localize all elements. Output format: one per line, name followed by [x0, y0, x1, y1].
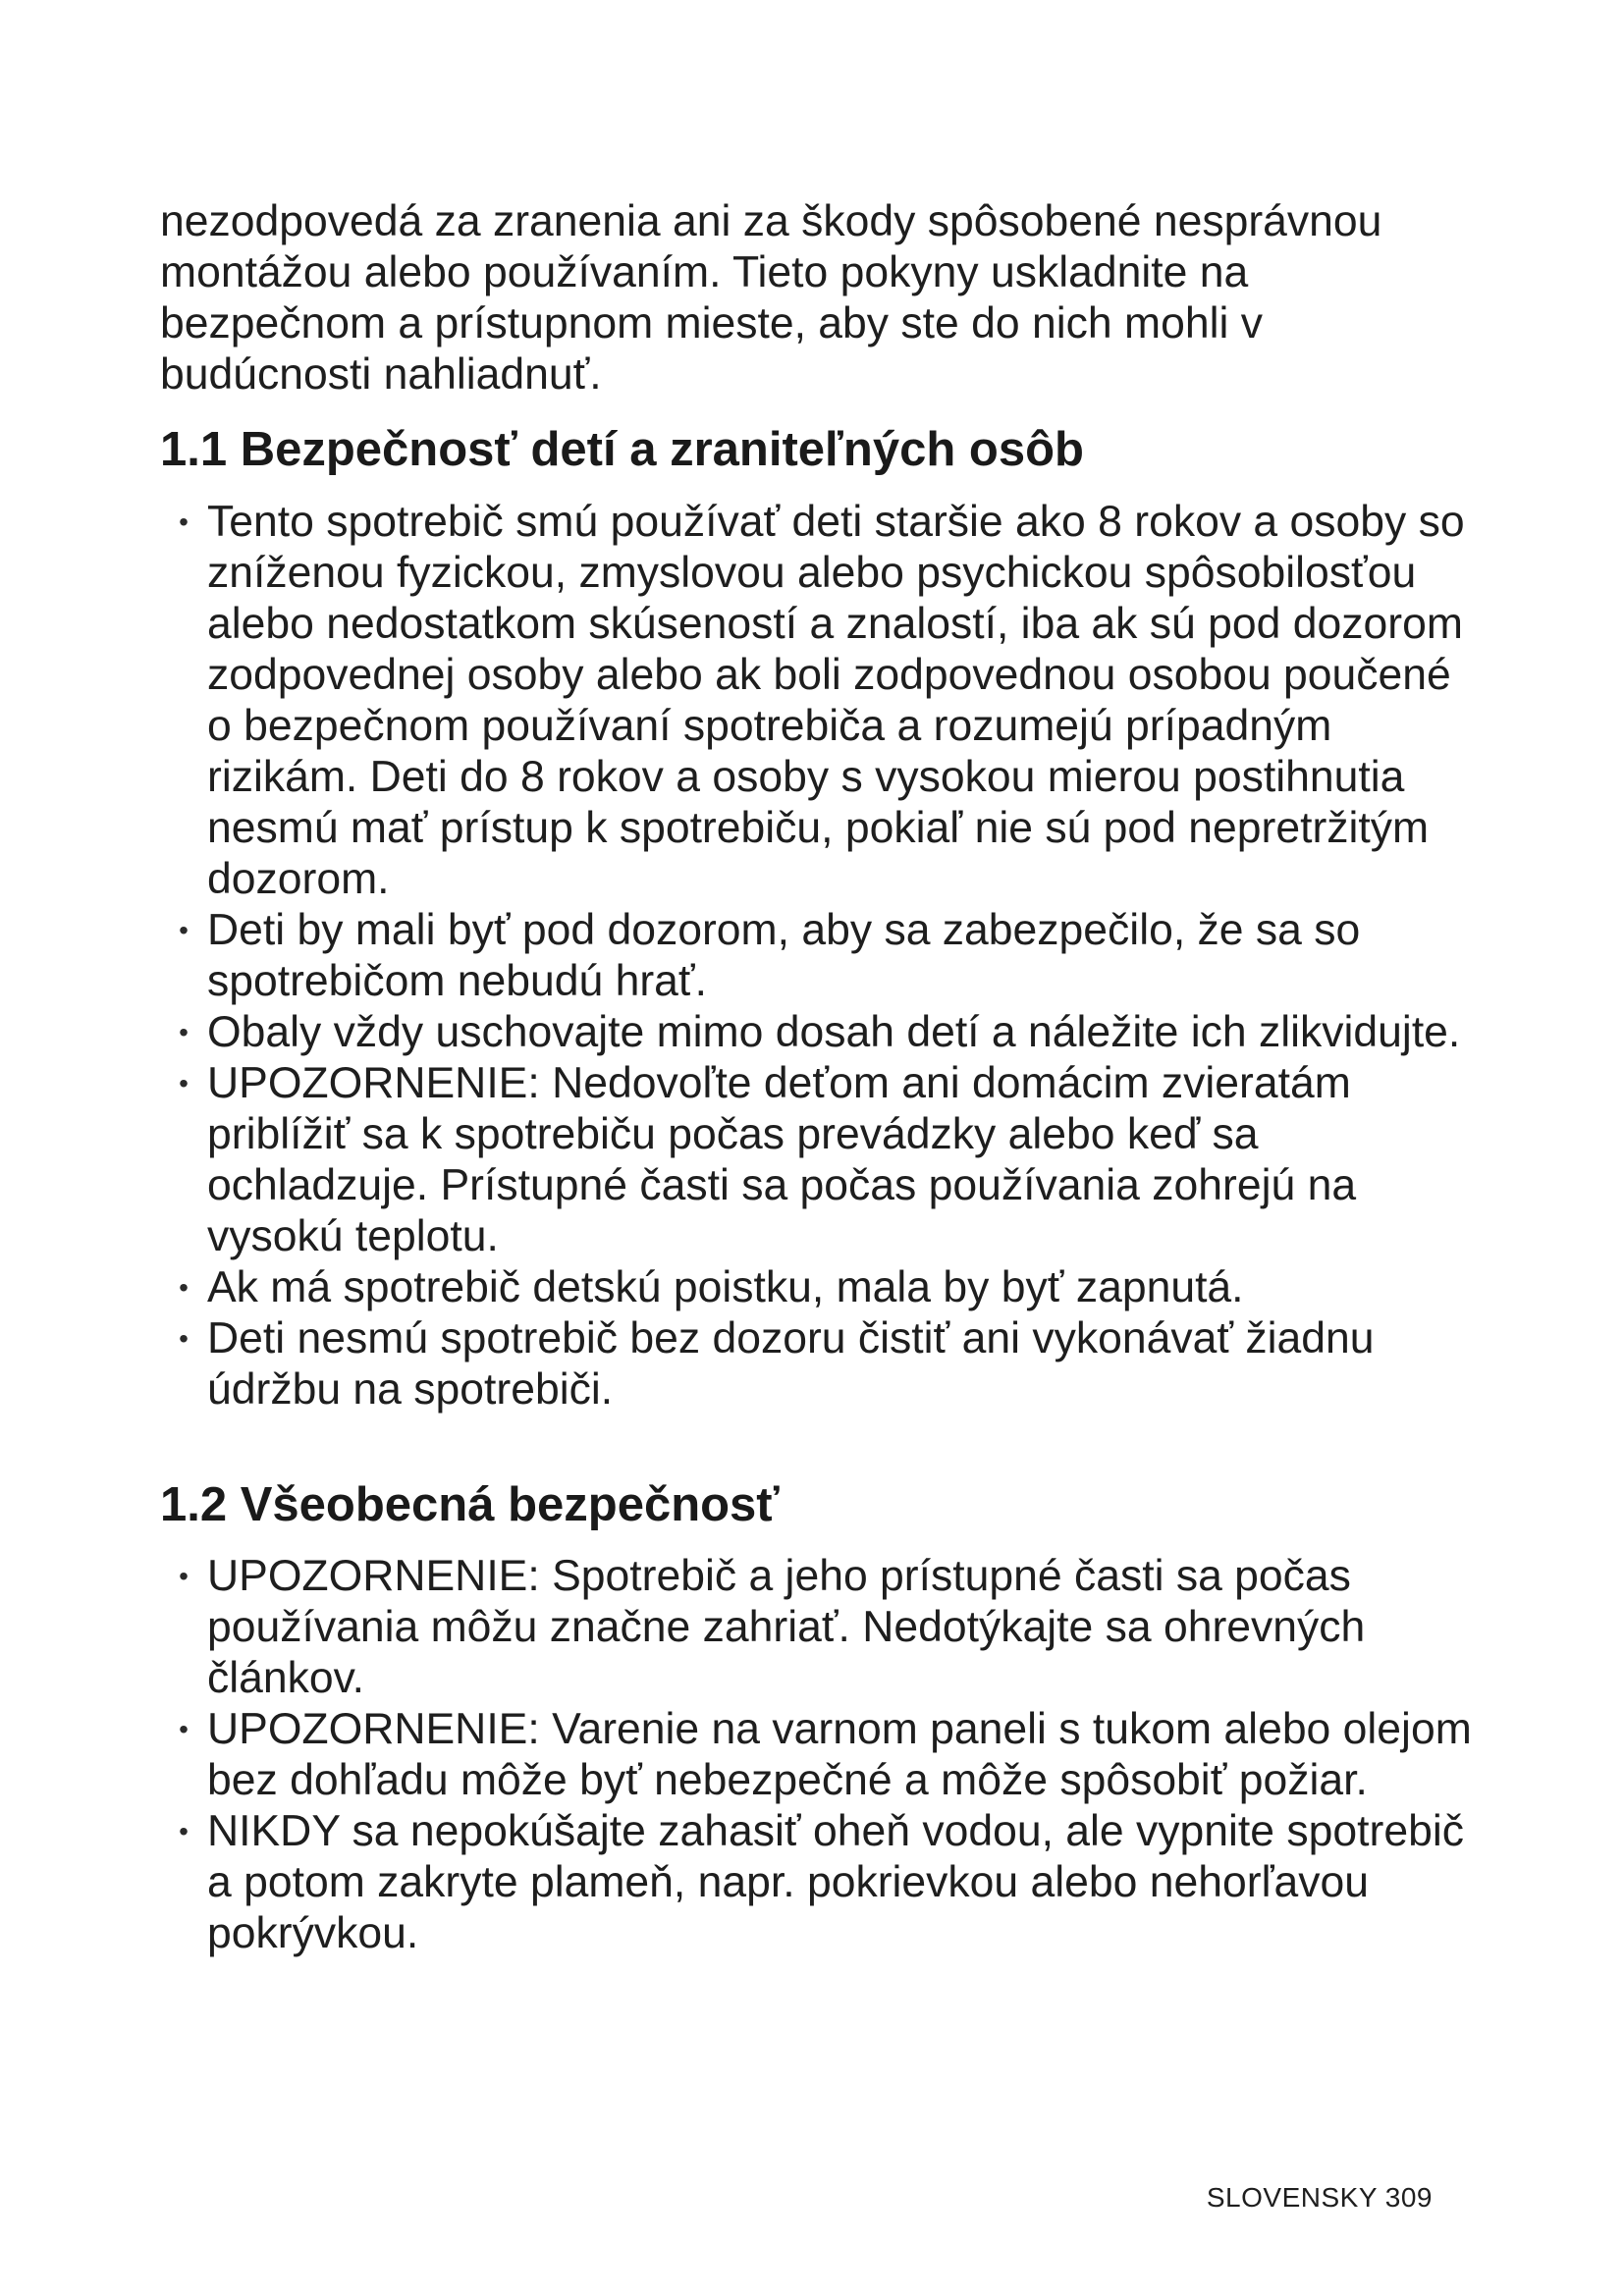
list-item-text: Ak má spotrebič detskú poistku, mala by byť zapnutá.	[207, 1263, 1244, 1311]
bullet-icon: •	[179, 1816, 189, 1846]
bullet-icon: •	[179, 1068, 189, 1098]
list-item	[160, 1007, 1476, 1058]
list-item	[160, 1058, 1476, 1262]
list-item-text: UPOZORNENIE: Nedovoľte deťom ani domácim zvieratám priblížiť sa k spotrebiču počas prevádzky alebo keď sa ochladzuje. Prístupné časti sa počas používania zohrejú na vysokú teplotu.	[207, 1059, 1357, 1260]
list-item-text: NIKDY sa nepokúšajte zahasiť oheň vodou, ale vypnite spotrebič a potom zakryte plameň, napr. pokrievkou alebo nehorľavou pokrývkou.	[207, 1807, 1464, 1957]
bullet-icon: •	[179, 915, 189, 945]
page-footer: SLOVENSKY 309	[1206, 2182, 1433, 2213]
bullet-icon: •	[179, 1561, 189, 1591]
list-item-text: Deti nesmú spotrebič bez dozoru čistiť ani vykonávať žiadnu údržbu na spotrebiči.	[207, 1314, 1375, 1414]
list-item-text: UPOZORNENIE: Spotrebič a jeho prístupné časti sa počas používania môžu značne zahriať. Nedotýkajte sa ohrevných článkov.	[207, 1552, 1366, 1702]
bullet-icon: •	[179, 1272, 189, 1303]
list-item	[160, 1551, 1476, 1704]
list-item-text: UPOZORNENIE: Varenie na varnom paneli s tukom alebo olejom bez dohľadu môže byť nebezpečné a môže spôsobiť požiar.	[207, 1705, 1472, 1804]
general-safety-list	[160, 1551, 1476, 1959]
list-item-text: Deti by mali byť pod dozorom, aby sa zabezpečilo, že sa so spotrebičom nebudú hrať.	[207, 906, 1361, 1005]
list-item-text: Obaly vždy uschovajte mimo dosah detí a náležite ich zlikvidujte.	[207, 1008, 1461, 1056]
child-safety-list	[160, 497, 1476, 1415]
list-item	[160, 497, 1476, 905]
intro-paragraph: nezodpovedá za zranenia ani za škody spôsobené nesprávnou montážou alebo používaním. Tieto pokyny uskladnite na bezpečnom a prístupnom mieste, aby ste do nich mohli v budúcnosti nahliadnuť.	[160, 197, 1382, 399]
bullet-icon: •	[179, 1323, 189, 1354]
bullet-icon: •	[179, 507, 189, 537]
section-heading-general-safety: 1.2 Všeobecná bezpečnosť	[160, 1478, 780, 1531]
list-item-text: Tento spotrebič smú používať deti staršie ako 8 rokov a osoby so zníženou fyzickou, zmyslovou alebo psychickou spôsobilosťou alebo nedostatkom skúseností a znalostí, iba ak sú pod dozorom zodpovednej osoby alebo ak boli zodpovednou osobou poučené o bezpečnom používaní spotrebiča a rozumejú prípadným rizikám. Deti do 8 rokov a osoby s vysokou mierou postihnutia nesmú mať prístup k spotrebiču, pokiaľ nie sú pod nepretržitým dozorom.	[207, 498, 1465, 903]
bullet-icon: •	[179, 1017, 189, 1047]
list-item	[160, 1313, 1476, 1415]
bullet-icon: •	[179, 1714, 189, 1744]
section-heading-child-safety: 1.1 Bezpečnosť detí a zraniteľných osôb	[160, 423, 1084, 476]
list-item	[160, 905, 1476, 1007]
list-item	[160, 1704, 1476, 1806]
list-item	[160, 1806, 1476, 1959]
list-item	[160, 1262, 1476, 1313]
